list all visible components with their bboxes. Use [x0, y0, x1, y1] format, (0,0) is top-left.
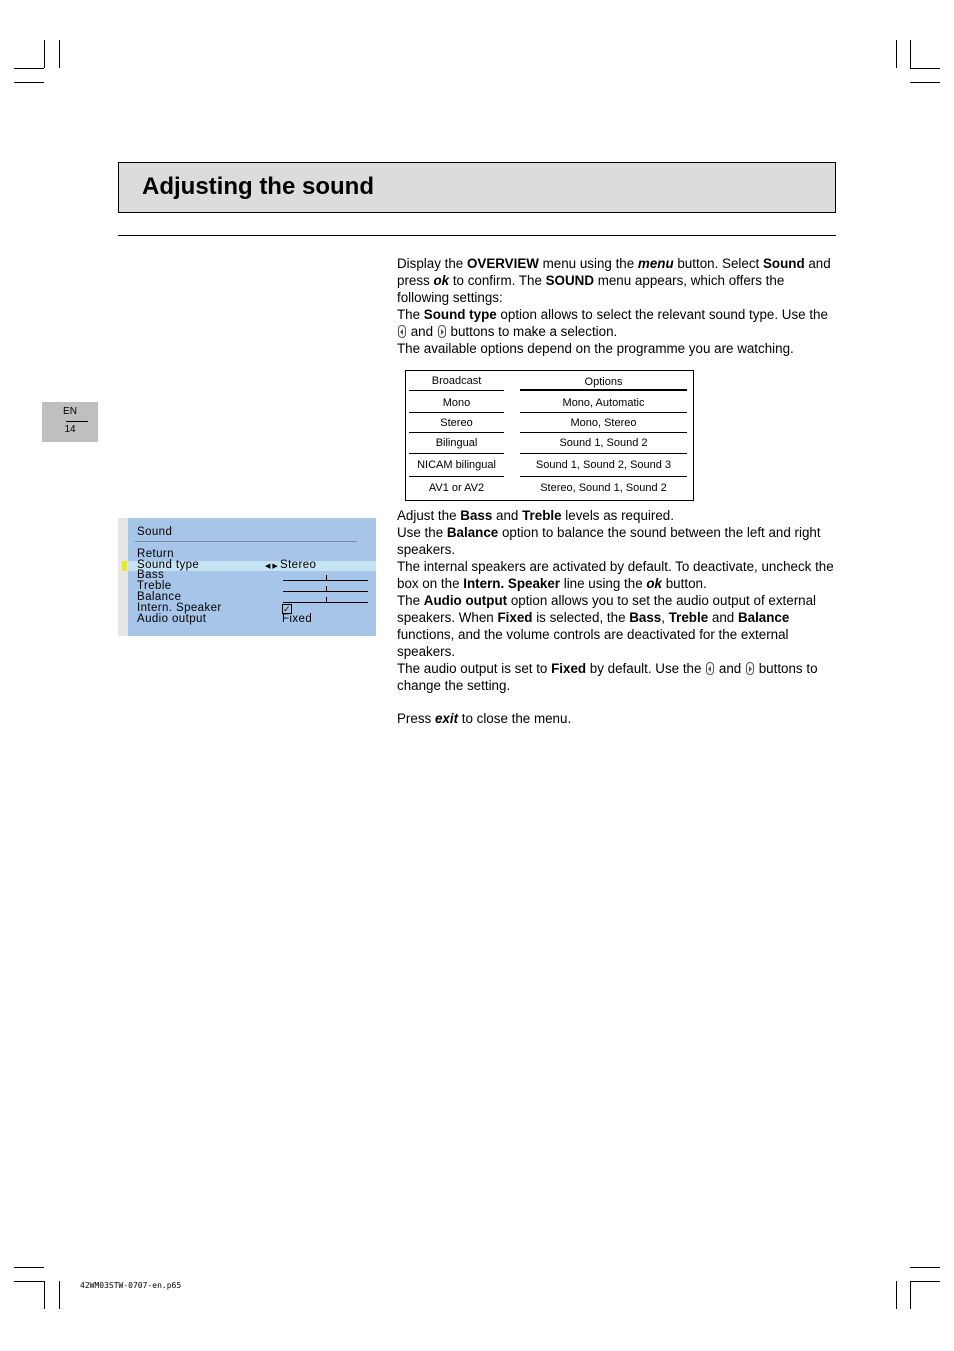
page-title: Adjusting the sound [142, 173, 374, 200]
sound-type-value: Stereo [280, 559, 317, 571]
table-row: Sound 1, Sound 2 [559, 437, 648, 449]
table-header-broadcast: Broadcast [431, 375, 482, 387]
right-arrow-icon [438, 325, 446, 338]
details-paragraph-4: The Audio output option allows you to set the audio output of external speakers. When Fixed is selected, the Bass, Treble and Balance functions, and the volume controls are deactivated for the external speakers. [397, 593, 817, 659]
audio-output-value: Fixed [282, 613, 313, 625]
details-paragraph-3: The internal speakers are activated by default. To deactivate, uncheck the box on the Intern. Speaker line using the ok button. [397, 559, 834, 591]
menu-item-balance: Balance [137, 591, 182, 603]
table-header-options: Options [584, 376, 623, 388]
right-arrow-icon [746, 662, 754, 675]
sound-menu-screenshot [118, 518, 376, 636]
table-row: Stereo, Sound 1, Sound 2 [540, 482, 667, 494]
title-divider [118, 235, 836, 236]
menu-item-audio-output: Audio output [137, 613, 207, 625]
bass-slider-handle [326, 575, 327, 580]
menu-title: Sound [137, 526, 173, 538]
table-row: Mono, Stereo [570, 417, 637, 429]
left-arrow-icon [706, 662, 714, 675]
sound-menu-panel [128, 518, 376, 636]
details-paragraph-5: The audio output is set to Fixed by default. Use the and buttons to change the setting. [397, 661, 818, 693]
intro-paragraph-2: The Sound type option allows to select the relevant sound type. Use the and buttons to make a selection. [397, 307, 828, 339]
menu-item-treble: Treble [137, 580, 172, 592]
speaker-checkbox-icon: ✓ [283, 604, 291, 614]
details-paragraph-1: Adjust the Bass and Treble levels as required. [397, 508, 674, 523]
file-name-footer: 42WM03STW-0707-en.p65 [80, 1281, 182, 1290]
menu-item-bass: Bass [137, 569, 165, 581]
details-text [397, 507, 839, 727]
intro-paragraph-3: The available options depend on the programme you are watching. [397, 341, 794, 356]
table-row: Stereo [440, 417, 473, 429]
details-paragraph-6: Press exit to close the menu. [397, 711, 572, 726]
table-row: Mono [442, 397, 471, 409]
selection-marker [122, 561, 127, 571]
page-number: 14 [64, 424, 76, 435]
bass-slider [283, 580, 368, 581]
language-code: EN [63, 406, 77, 417]
menu-item-intern-speaker: Intern. Speaker [137, 602, 222, 614]
table-row: Mono, Automatic [562, 397, 645, 409]
menu-item-return: Return [137, 548, 174, 560]
language-page-tab [42, 402, 98, 442]
balance-slider-handle [326, 597, 327, 602]
menu-item-sound-type: Sound type [137, 559, 200, 571]
table-row: Bilingual [435, 437, 478, 449]
left-right-arrows-icon: ◀ ▶ [265, 563, 278, 570]
details-paragraph-2: Use the Balance option to balance the sound between the left and right speakers. [397, 525, 821, 557]
table-row: Sound 1, Sound 2, Sound 3 [535, 459, 672, 471]
intro-paragraph-1: Display the OVERVIEW menu using the menu button. Select Sound and press ok to confirm. The SOUND menu appears, which offers the following settings: [397, 256, 831, 305]
table-row: NICAM bilingual [417, 459, 496, 471]
table-row: AV1 or AV2 [428, 482, 485, 494]
treble-slider-handle [326, 586, 327, 591]
title-box [118, 162, 836, 213]
left-arrow-icon [398, 325, 406, 338]
treble-slider [283, 591, 368, 592]
sound-type-table [405, 370, 694, 501]
balance-slider [283, 602, 368, 603]
intro-text [397, 255, 839, 357]
